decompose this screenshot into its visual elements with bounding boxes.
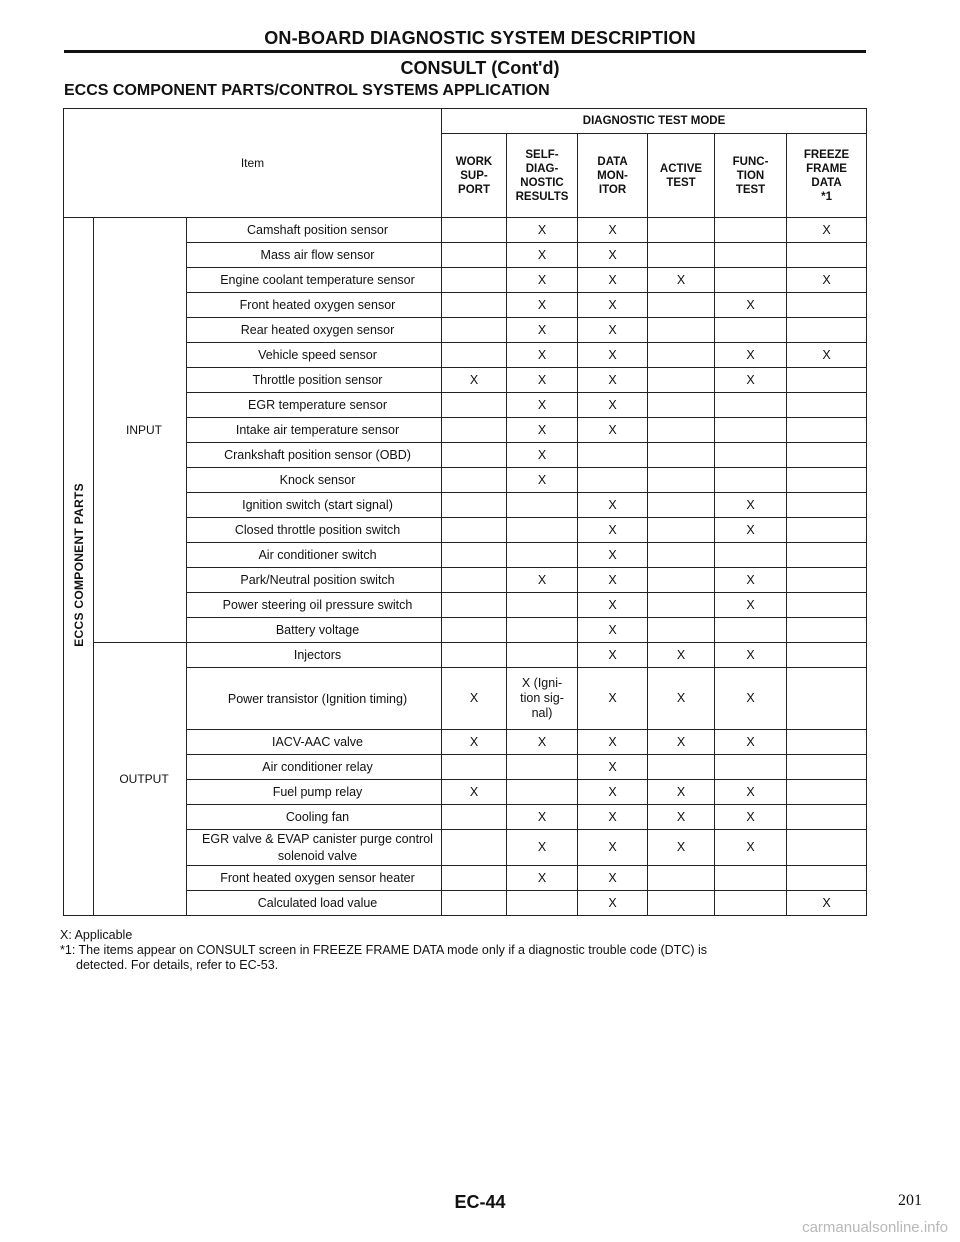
mark-cell: X (578, 643, 648, 668)
mark-cell: X (507, 866, 578, 891)
mark-cell (648, 293, 715, 318)
mark-cell (715, 618, 787, 643)
mark-cell: X (507, 218, 578, 243)
mark-cell (715, 443, 787, 468)
mark-cell (442, 518, 507, 543)
column-header-function-test: FUNC- TION TEST (715, 134, 787, 218)
item-name: Park/Neutral position switch (187, 568, 442, 593)
item-name: Cooling fan (187, 805, 442, 830)
mark-cell: X (507, 343, 578, 368)
mark-cell (648, 443, 715, 468)
table-row (64, 643, 867, 668)
mark-cell (442, 443, 507, 468)
mark-cell: X (507, 805, 578, 830)
mark-cell: X (715, 593, 787, 618)
item-name: Throttle position sensor (187, 368, 442, 393)
mark-cell: X (442, 730, 507, 755)
mark-cell (578, 443, 648, 468)
mark-cell: X (507, 243, 578, 268)
mark-cell: X (648, 643, 715, 668)
mark-cell (648, 218, 715, 243)
mark-cell: X (578, 318, 648, 343)
mark-cell: X (787, 343, 867, 368)
note-footnote-continued: detected. For details, refer to EC-53. (76, 958, 279, 972)
mark-cell (442, 643, 507, 668)
mark-cell (648, 343, 715, 368)
section-title: ECCS COMPONENT PARTS/CONTROL SYSTEMS APPLICATION (64, 82, 550, 99)
diagnostic-test-mode-header: DIAGNOSTIC TEST MODE (442, 109, 867, 134)
mark-cell: X (648, 268, 715, 293)
mark-cell: X (578, 418, 648, 443)
mark-cell: X (715, 343, 787, 368)
mark-cell: X (787, 218, 867, 243)
mark-cell (442, 568, 507, 593)
mark-cell (442, 593, 507, 618)
mark-cell (648, 543, 715, 568)
mark-cell: X (715, 368, 787, 393)
mark-cell: X (578, 891, 648, 916)
mark-cell (442, 468, 507, 493)
item-name: Power steering oil pressure switch (187, 593, 442, 618)
mark-cell (442, 805, 507, 830)
mark-cell (648, 243, 715, 268)
group-label-output: OUTPUT (94, 643, 187, 916)
mark-cell: X (578, 268, 648, 293)
page-subtitle: CONSULT (Cont'd) (400, 58, 560, 78)
mark-cell (648, 618, 715, 643)
mark-cell: X (507, 468, 578, 493)
mark-cell: X (715, 643, 787, 668)
mark-cell (787, 468, 867, 493)
mark-cell: X (507, 393, 578, 418)
item-name: Camshaft position sensor (187, 218, 442, 243)
mark-cell: X (578, 805, 648, 830)
mark-cell (715, 866, 787, 891)
mark-cell (648, 866, 715, 891)
mark-cell: X (648, 830, 715, 866)
item-name: Mass air flow sensor (187, 243, 442, 268)
mark-cell (648, 493, 715, 518)
mark-cell: X (578, 866, 648, 891)
mark-cell: X (578, 368, 648, 393)
page-header: ON-BOARD DIAGNOSTIC SYSTEM DESCRIPTION (264, 28, 696, 48)
mark-cell (507, 755, 578, 780)
mark-cell (715, 891, 787, 916)
mark-cell (507, 643, 578, 668)
mark-cell: X (507, 293, 578, 318)
mark-cell (648, 418, 715, 443)
mark-cell (787, 668, 867, 730)
mark-cell (442, 543, 507, 568)
mark-cell: X (715, 780, 787, 805)
mark-cell (648, 568, 715, 593)
mark-cell (648, 368, 715, 393)
mark-cell: X (578, 218, 648, 243)
mark-cell (442, 755, 507, 780)
mark-cell (787, 493, 867, 518)
mark-cell (442, 218, 507, 243)
mark-cell: X (578, 543, 648, 568)
mark-cell (787, 368, 867, 393)
column-header-active-test: ACTIVE TEST (648, 134, 715, 218)
mark-cell: X (578, 618, 648, 643)
watermark: carmanualsonline.info (802, 1219, 948, 1236)
note-footnote: *1: The items appear on CONSULT screen in FREEZE FRAME DATA mode only if a diagnostic trouble code (DTC) is (60, 943, 708, 957)
mark-cell: X (578, 830, 648, 866)
mark-cell (507, 618, 578, 643)
mark-cell (442, 393, 507, 418)
mark-cell (648, 593, 715, 618)
mark-cell (507, 780, 578, 805)
mark-cell (578, 468, 648, 493)
mark-cell: X (442, 368, 507, 393)
column-header-freeze-frame-data: FREEZE FRAME DATA *1 (787, 134, 867, 218)
mark-cell: X (715, 668, 787, 730)
mark-cell: X (507, 568, 578, 593)
column-header-self-diagnostic-results: SELF- DIAG- NOSTIC RESULTS (507, 134, 578, 218)
mark-cell: X (507, 368, 578, 393)
mark-cell (787, 543, 867, 568)
item-name: Front heated oxygen sensor (187, 293, 442, 318)
mark-cell (442, 891, 507, 916)
mark-cell: X (648, 668, 715, 730)
mark-cell: X (442, 780, 507, 805)
mark-cell: X (648, 805, 715, 830)
mark-cell (507, 543, 578, 568)
mark-cell: X (578, 668, 648, 730)
mark-cell: X (715, 493, 787, 518)
mark-cell (648, 891, 715, 916)
mark-cell (442, 618, 507, 643)
mark-cell (442, 343, 507, 368)
mark-cell: X (578, 243, 648, 268)
mark-cell (787, 830, 867, 866)
column-header-data-monitor: DATA MON- ITOR (578, 134, 648, 218)
mark-cell: X (442, 668, 507, 730)
application-table (63, 108, 867, 916)
mark-cell: X (787, 268, 867, 293)
side-label-cell (64, 218, 94, 916)
mark-cell: X (507, 443, 578, 468)
mark-cell (787, 443, 867, 468)
mark-cell: X (715, 805, 787, 830)
page-code: EC-44 (454, 1192, 506, 1212)
item-name: Fuel pump relay (187, 780, 442, 805)
mark-cell (787, 730, 867, 755)
mark-cell (648, 318, 715, 343)
item-name: Air conditioner switch (187, 543, 442, 568)
mark-cell: X (578, 568, 648, 593)
mark-cell: X (578, 730, 648, 755)
mark-cell: X (507, 830, 578, 866)
mark-cell: X (Igni- tion sig- nal) (507, 668, 578, 730)
mark-cell (787, 418, 867, 443)
item-name: Air conditioner relay (187, 755, 442, 780)
mark-cell: X (507, 318, 578, 343)
note-legend: X: Applicable (60, 928, 133, 942)
item-name: Front heated oxygen sensor heater (187, 866, 442, 891)
mark-cell: X (715, 730, 787, 755)
mark-cell (715, 393, 787, 418)
mark-cell (715, 218, 787, 243)
item-name: Battery voltage (187, 618, 442, 643)
item-name: Crankshaft position sensor (OBD) (187, 443, 442, 468)
mark-cell (787, 318, 867, 343)
table-body (64, 218, 867, 916)
mark-cell (787, 643, 867, 668)
item-name: EGR valve & EVAP canister purge control solenoid valve (187, 830, 442, 866)
item-name: Knock sensor (187, 468, 442, 493)
mark-cell (715, 468, 787, 493)
mark-cell (787, 293, 867, 318)
page-number: 201 (898, 1192, 922, 1209)
mark-cell: X (648, 780, 715, 805)
item-name: Vehicle speed sensor (187, 343, 442, 368)
mark-cell: X (578, 780, 648, 805)
mark-cell (442, 293, 507, 318)
mark-cell (715, 268, 787, 293)
column-header-work-support: WORK SUP- PORT (442, 134, 507, 218)
mark-cell (787, 618, 867, 643)
mark-cell: X (507, 418, 578, 443)
mark-cell (442, 243, 507, 268)
mark-cell (507, 493, 578, 518)
mark-cell (648, 468, 715, 493)
notes (60, 928, 707, 973)
item-name: Power transistor (Ignition timing) (187, 668, 442, 730)
mark-cell (715, 755, 787, 780)
mark-cell (442, 866, 507, 891)
mark-cell: X (715, 568, 787, 593)
mark-cell (787, 805, 867, 830)
mark-cell: X (715, 830, 787, 866)
table-row (64, 218, 867, 243)
mark-cell (507, 891, 578, 916)
item-name: Engine coolant temperature sensor (187, 268, 442, 293)
mark-cell: X (578, 518, 648, 543)
mark-cell: X (578, 493, 648, 518)
mark-cell (715, 418, 787, 443)
mark-cell (442, 830, 507, 866)
mark-cell (715, 243, 787, 268)
mark-cell (442, 493, 507, 518)
mark-cell (442, 318, 507, 343)
mark-cell (715, 318, 787, 343)
item-header: Item (64, 109, 442, 218)
item-name: Calculated load value (187, 891, 442, 916)
mark-cell (507, 593, 578, 618)
mark-cell (648, 518, 715, 543)
mark-cell: X (507, 730, 578, 755)
mark-cell: X (787, 891, 867, 916)
mark-cell (442, 418, 507, 443)
mark-cell (787, 593, 867, 618)
mark-cell: X (648, 730, 715, 755)
mark-cell: X (715, 518, 787, 543)
mark-cell (787, 568, 867, 593)
mark-cell: X (578, 293, 648, 318)
group-label-input: INPUT (94, 218, 187, 643)
mark-cell (648, 393, 715, 418)
item-name: IACV-AAC valve (187, 730, 442, 755)
mark-cell: X (715, 293, 787, 318)
item-name: Injectors (187, 643, 442, 668)
mark-cell (787, 780, 867, 805)
mark-cell: X (507, 268, 578, 293)
mark-cell (507, 518, 578, 543)
mark-cell (787, 393, 867, 418)
item-name: EGR temperature sensor (187, 393, 442, 418)
mark-cell: X (578, 393, 648, 418)
mark-cell: X (578, 755, 648, 780)
item-name: Rear heated oxygen sensor (187, 318, 442, 343)
mark-cell (787, 518, 867, 543)
mark-cell: X (578, 343, 648, 368)
mark-cell (715, 543, 787, 568)
mark-cell (787, 866, 867, 891)
mark-cell: X (578, 593, 648, 618)
side-label: ECCS COMPONENT PARTS (71, 483, 86, 647)
mark-cell (787, 755, 867, 780)
header-rule (64, 50, 866, 53)
item-name: Ignition switch (start signal) (187, 493, 442, 518)
mark-cell (787, 243, 867, 268)
item-name: Closed throttle position switch (187, 518, 442, 543)
mark-cell (442, 268, 507, 293)
mark-cell (648, 755, 715, 780)
item-name: Intake air temperature sensor (187, 418, 442, 443)
